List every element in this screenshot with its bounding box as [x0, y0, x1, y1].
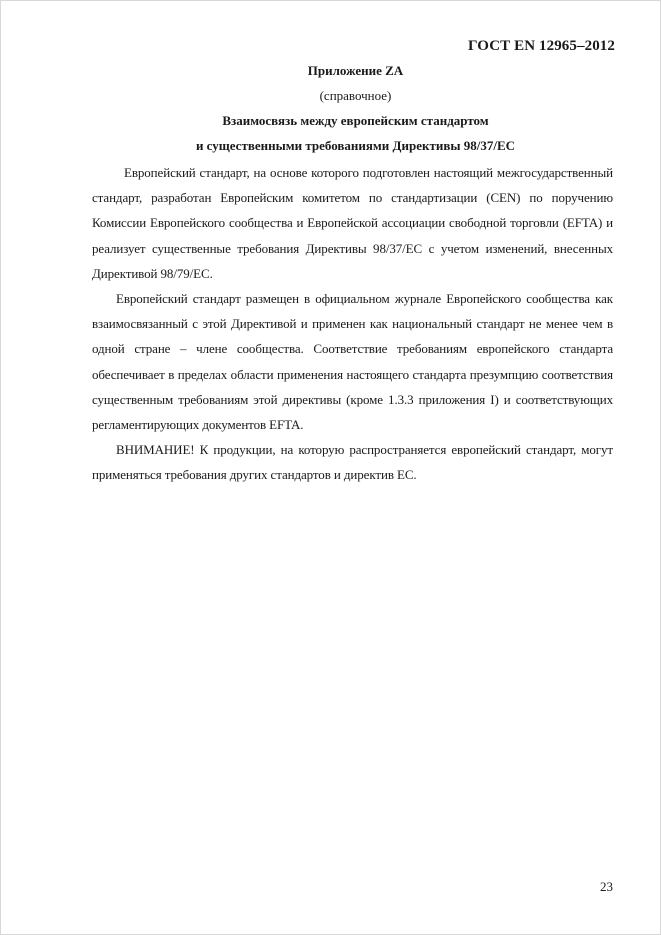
- appendix-subtitle: (справочное): [319, 88, 392, 103]
- section-title-line-2: и существенными требованиями Директивы 98/37/ЕС: [195, 138, 516, 153]
- paragraph-2: Европейский стандарт размещен в официальном журнале Европейского сообщества как взаимосвязанный с этой Директивой и применен как национальный стандарт не менее чем в одной стране – члене сообщества. Соответствие требованиям европейского стандарта обеспечивает в пределах области применения настоящего стандарта презумпцию соответствия существенным требованиям этой директивы (кроме 1.3.3 приложения I) и соответствующих регламентирующих документов EFTA.: [92, 291, 613, 433]
- section-title-line-1: Взаимосвязь между европейским стандартом: [222, 113, 489, 128]
- paragraph-3: ВНИМАНИЕ! К продукции, на которую распространяется европейский стандарт, могут применяться требования других стандартов и директив ЕС.: [92, 442, 613, 483]
- paragraph-1: Европейский стандарт, на основе которого подготовлен настоящий межгосударственный стандарт, разработан Европейским комитетом по стандартизации (CEN) по поручению Комиссии Европейского сообщества и Европейской ассоциации свободной торговли (EFTA) и реализует существенные требования Директивы 98/37/ЕС с учетом изменений, внесенных Директивой 98/79/ЕС.: [92, 165, 613, 281]
- page-number: 23: [600, 879, 613, 894]
- document-code: ГОСТ EN 12965–2012: [468, 38, 615, 54]
- appendix-title: Приложение ZA: [307, 63, 404, 78]
- body-text: [92, 160, 613, 488]
